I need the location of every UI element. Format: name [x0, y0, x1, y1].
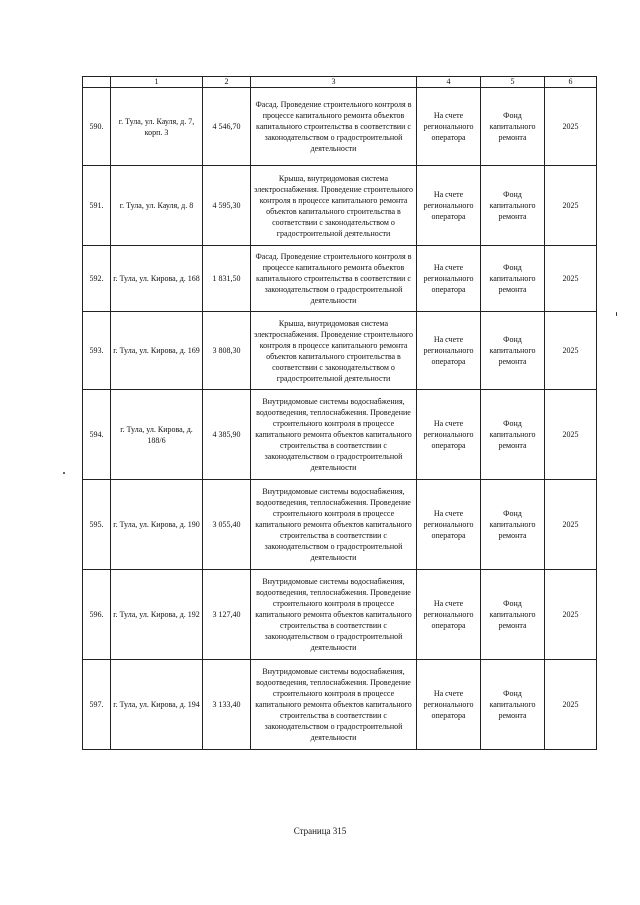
- area-cell: 3 055,40: [203, 480, 251, 570]
- address-cell: г. Тула, ул. Кауля, д. 7, корп. 3: [111, 88, 203, 166]
- fund-cell: Фонд капитального ремонта: [481, 660, 545, 750]
- row-number: 595.: [83, 480, 111, 570]
- column-header: 6: [545, 77, 597, 88]
- fund-cell: Фонд капитального ремонта: [481, 312, 545, 390]
- year-cell: 2025: [545, 480, 597, 570]
- address-cell: г. Тула, ул. Кирова, д. 194: [111, 660, 203, 750]
- fund-cell: Фонд капитального ремонта: [481, 246, 545, 312]
- table-row: [83, 88, 597, 166]
- work-description-cell: Внутридомовые системы водоснабжения, водоотведения, теплоснабжения. Проведение строительного контроля в процессе капитального ремонта объектов капитального строительства в соответствии с законодательством о градостроительной деятельности: [251, 390, 417, 480]
- area-cell: 4 385,90: [203, 390, 251, 480]
- year-cell: 2025: [545, 390, 597, 480]
- area-cell: 4 595,30: [203, 166, 251, 246]
- table-row: [83, 570, 597, 660]
- funding-source-cell: На счете регионального оператора: [417, 166, 481, 246]
- fund-cell: Фонд капитального ремонта: [481, 480, 545, 570]
- work-description-cell: Внутридомовые системы водоснабжения, водоотведения, теплоснабжения. Проведение строительного контроля в процессе капитального ремонта объектов капитального строительства в соответствии с законодательством о градостроительной деятельности: [251, 480, 417, 570]
- column-header: 5: [481, 77, 545, 88]
- row-number: 590.: [83, 88, 111, 166]
- column-header: 1: [111, 77, 203, 88]
- table-row: [83, 480, 597, 570]
- year-cell: 2025: [545, 312, 597, 390]
- funding-source-cell: На счете регионального оператора: [417, 312, 481, 390]
- column-header: 3: [251, 77, 417, 88]
- address-cell: г. Тула, ул. Кауля, д. 8: [111, 166, 203, 246]
- year-cell: 2025: [545, 166, 597, 246]
- fund-cell: Фонд капитального ремонта: [481, 390, 545, 480]
- address-cell: г. Тула, ул. Кирова, д. 190: [111, 480, 203, 570]
- row-number: 592.: [83, 246, 111, 312]
- work-description-cell: Крыша, внутридомовая система электроснабжения. Проведение строительного контроля в процессе капитального ремонта объектов капитального строительства в соответствии с законодательством о градостроительной деятельности: [251, 166, 417, 246]
- work-description-cell: Внутридомовые системы водоснабжения, водоотведения, теплоснабжения. Проведение строительного контроля в процессе капитального ремонта объектов капитального строительства в соответствии с законодательством о градостроительной деятельности: [251, 570, 417, 660]
- area-cell: 1 831,50: [203, 246, 251, 312]
- table-row: [83, 166, 597, 246]
- year-cell: 2025: [545, 246, 597, 312]
- work-description-cell: Внутридомовые системы водоснабжения, водоотведения, теплоснабжения. Проведение строительного контроля в процессе капитального ремонта объектов капитального строительства в соответствии с законодательством о градостроительной деятельности: [251, 660, 417, 750]
- year-cell: 2025: [545, 88, 597, 166]
- table-row: [83, 312, 597, 390]
- table-row: [83, 660, 597, 750]
- address-cell: г. Тула, ул. Кирова, д. 168: [111, 246, 203, 312]
- empty-header-cell: [83, 77, 111, 88]
- scan-speck: [63, 472, 65, 474]
- work-description-cell: Фасад. Проведение строительного контроля в процессе капитального ремонта объектов капитального строительства в соответствии с законодательством о градостроительной деятельности: [251, 88, 417, 166]
- row-number: 596.: [83, 570, 111, 660]
- row-number: 594.: [83, 390, 111, 480]
- funding-source-cell: На счете регионального оператора: [417, 390, 481, 480]
- funding-source-cell: На счете регионального оператора: [417, 480, 481, 570]
- column-header: 2: [203, 77, 251, 88]
- year-cell: 2025: [545, 660, 597, 750]
- row-number: 597.: [83, 660, 111, 750]
- fund-cell: Фонд капитального ремонта: [481, 570, 545, 660]
- address-cell: г. Тула, ул. Кирова, д. 169: [111, 312, 203, 390]
- funding-source-cell: На счете регионального оператора: [417, 246, 481, 312]
- column-header: 4: [417, 77, 481, 88]
- area-cell: 3 127,40: [203, 570, 251, 660]
- funding-source-cell: На счете регионального оператора: [417, 570, 481, 660]
- table-row: [83, 390, 597, 480]
- work-description-cell: Фасад. Проведение строительного контроля в процессе капитального ремонта объектов капитального строительства в соответствии с законодательством о градостроительной деятельности: [251, 246, 417, 312]
- area-cell: 3 808,30: [203, 312, 251, 390]
- capital-repair-table: [82, 76, 597, 750]
- area-cell: 4 546,70: [203, 88, 251, 166]
- address-cell: г. Тула, ул. Кирова, д. 192: [111, 570, 203, 660]
- address-cell: г. Тула, ул. Кирова, д. 188/6: [111, 390, 203, 480]
- table-row: [83, 246, 597, 312]
- fund-cell: Фонд капитального ремонта: [481, 166, 545, 246]
- row-number: 593.: [83, 312, 111, 390]
- work-description-cell: Крыша, внутридомовая система электроснабжения. Проведение строительного контроля в процессе капитального ремонта объектов капитального строительства в соответствии с законодательством о градостроительной деятельности: [251, 312, 417, 390]
- funding-source-cell: На счете регионального оператора: [417, 660, 481, 750]
- fund-cell: Фонд капитального ремонта: [481, 88, 545, 166]
- area-cell: 3 133,40: [203, 660, 251, 750]
- scan-speck: [616, 312, 617, 316]
- column-number-row: [83, 77, 597, 88]
- page-number: Страница 315: [293, 826, 347, 836]
- row-number: 591.: [83, 166, 111, 246]
- year-cell: 2025: [545, 570, 597, 660]
- funding-source-cell: На счете регионального оператора: [417, 88, 481, 166]
